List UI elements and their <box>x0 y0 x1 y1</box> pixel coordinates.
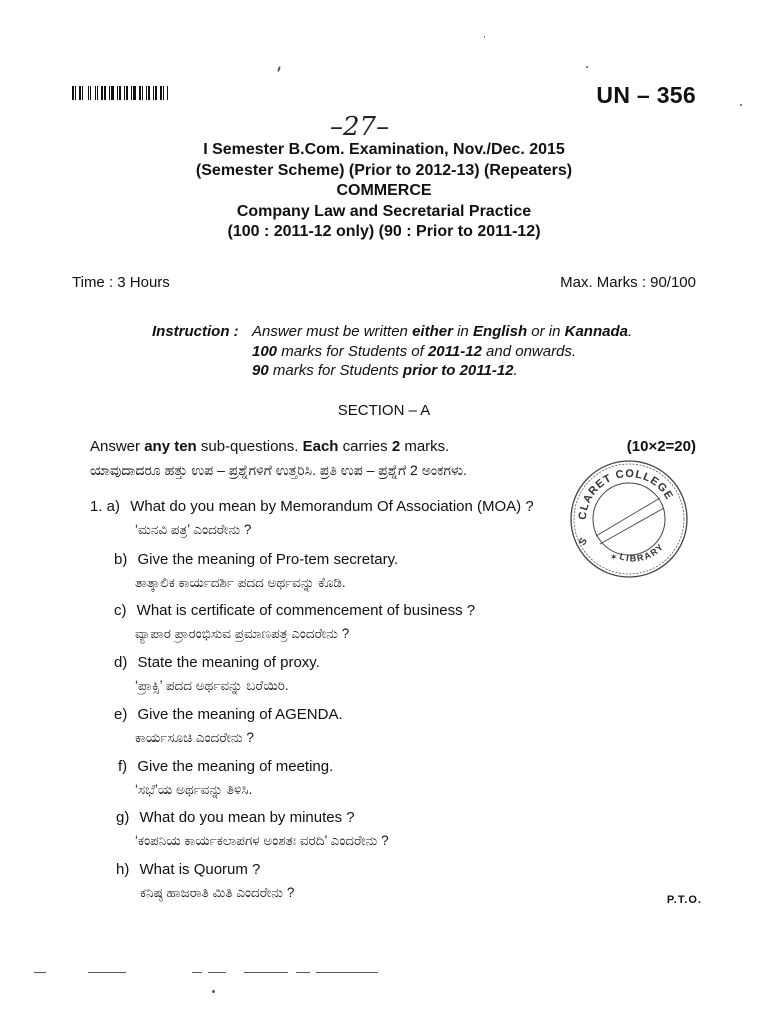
library-stamp <box>568 458 690 580</box>
question-1c-kannada: ವ್ಯಾಪಾರ ಪ್ರಾರಂಭಿಸುವ ಪ್ರಮಾಣಪತ್ರ ಎಂದರೇನು ? <box>135 626 350 641</box>
question-1g <box>116 809 355 826</box>
exam-time: Time : 3 Hours <box>72 274 170 291</box>
instruction-line-3: 90 marks for Students prior to 2011-12. <box>252 362 518 379</box>
paper-code: UN – 356 <box>596 82 696 108</box>
question-1b <box>114 551 398 568</box>
question-text: State the meaning of proxy. <box>137 654 320 671</box>
stamp-initial: S <box>577 536 590 548</box>
max-marks: Max. Marks : 90/100 <box>560 274 696 291</box>
exam-title-line-1: I Semester B.Com. Examination, Nov./Dec. 2015 <box>203 141 565 158</box>
question-1a <box>90 498 534 515</box>
question-1e-kannada: ಕಾರ್ಯಸೂಚಿ ಎಂದರೇನು ? <box>135 730 254 745</box>
question-text: What do you mean by Memorandum Of Association (MOA) ? <box>130 498 534 515</box>
instruction-line-1: Answer must be written either in English or in Kannada. <box>252 323 633 340</box>
question-text: Give the meaning of AGENDA. <box>137 706 343 723</box>
section-title: SECTION – A <box>337 402 431 419</box>
question-label: b) <box>114 551 128 568</box>
question-1b-kannada: ತಾತ್ಕಾಲಿಕ ಕಾರ್ಯದರ್ಶಿ ಪದದ ಅರ್ಥವನ್ನು ಕೊಡಿ. <box>135 575 346 590</box>
question-label: 1. a) <box>90 498 121 515</box>
question-1e <box>114 706 343 723</box>
stamp-college-text <box>577 468 675 520</box>
question-label: d) <box>114 654 128 671</box>
question-1d <box>114 654 320 671</box>
section-instruction-kannada: ಯಾವುದಾದರೂ ಹತ್ತು ಉಪ – ಪ್ರಶ್ನೆಗಳಿಗೆ ಉತ್ತರಿಸಿ. ಪ್ರತಿ ಉಪ – ಪ್ರಶ್ನೆಗೆ 2 ಅಂಕಗಳು. <box>90 462 467 478</box>
exam-paper-name: Company Law and Secretarial Practice <box>236 202 532 220</box>
scan-mark <box>277 66 281 72</box>
stamp-library-text <box>618 541 666 563</box>
barcode <box>72 86 174 100</box>
handwritten-page-number: –27– <box>330 112 390 142</box>
page-turn-over: P.T.O. <box>666 894 702 906</box>
instruction-line-2: 100 marks for Students of 2011-12 and onwards. <box>252 342 577 360</box>
scan-speck <box>484 36 485 38</box>
question-label: c) <box>114 602 127 619</box>
stamp-college-path: CLARET COLLEGE <box>576 467 676 521</box>
question-1c <box>114 602 475 619</box>
question-1h <box>116 861 260 878</box>
exam-marks-scheme: (100 : 2011-12 only) (90 : Prior to 2011-12) <box>227 223 541 240</box>
question-text: What is certificate of commencement of business ? <box>136 602 476 619</box>
exam-heading <box>0 140 768 243</box>
marks-allocation: (10×2=20) <box>626 438 696 455</box>
question-text: Give the meaning of meeting. <box>137 758 334 775</box>
question-label: g) <box>116 809 130 826</box>
question-text: What is Quorum ? <box>139 861 261 878</box>
instruction-label: Instruction : <box>152 323 239 340</box>
section-instruction: Answer any ten sub-questions. Each carries 2 marks. <box>90 438 450 455</box>
question-1h-kannada: ಕನಿಷ್ಠ ಹಾಜರಾತಿ ಮಿತಿ ಎಂದರೇನು ? <box>140 885 295 900</box>
question-label: f) <box>118 758 128 775</box>
stamp-library-path: LIBRARY <box>618 541 667 564</box>
scan-speck <box>586 66 588 68</box>
question-1a-kannada: ‘ಮನವಿ ಪತ್ರ’ ಎಂದರೇನು ? <box>135 522 252 537</box>
question-text: Give the meaning of Pro-tem secretary. <box>137 551 399 568</box>
question-1d-kannada: ‘ಪ್ರಾಕ್ಸಿ’ ಪದದ ಅರ್ಥವನ್ನು ಬರೆಯಿರಿ. <box>135 678 289 693</box>
scan-speck <box>740 104 742 106</box>
question-label: e) <box>114 706 128 723</box>
question-text: What do you mean by minutes ? <box>139 809 355 826</box>
question-1f-kannada: ‘ಸಭೆ’ಯ ಅರ್ಥವನ್ನು ತಿಳಿಸಿ. <box>135 782 253 797</box>
bottom-scan-dashes <box>30 970 750 976</box>
exam-title-line-2: (Semester Scheme) (Prior to 2012-13) (Repeaters) <box>195 161 573 179</box>
question-label: h) <box>116 861 130 878</box>
stamp-star-icon: ✶ <box>610 553 618 563</box>
exam-subject: COMMERCE <box>336 182 432 199</box>
question-1f <box>118 758 333 775</box>
question-1g-kannada: ‘ಕಂಪನಿಯ ಕಾರ್ಯಕಲಾಪಗಳ ಅಂಶತಃ ವರದಿ’ ಎಂದರೇನು ? <box>135 833 389 848</box>
scan-speck <box>212 990 215 993</box>
